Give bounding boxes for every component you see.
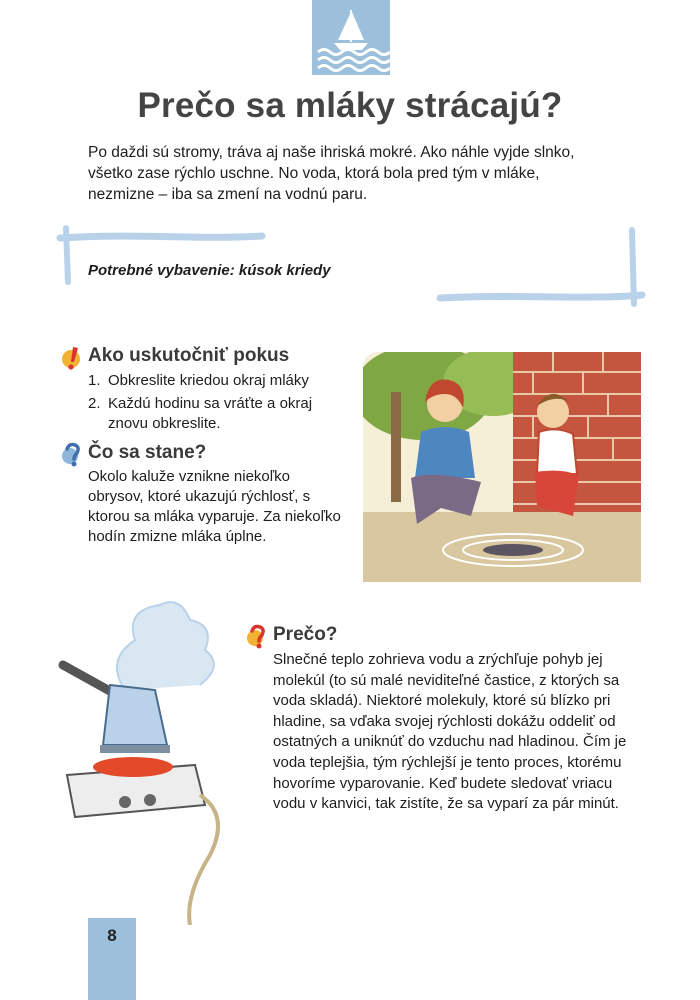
question-icon bbox=[62, 442, 82, 468]
kids-chalk-puddle-illustration bbox=[363, 352, 641, 582]
step-number: 2. bbox=[88, 395, 101, 412]
step-text: Obkreslite kriedou okraj mláky bbox=[108, 372, 309, 389]
step-text: Každú hodinu sa vráťte a okraj znovu obkreslite. bbox=[108, 395, 313, 432]
step-number: 1. bbox=[88, 372, 101, 389]
equipment-value: kúsok kriedy bbox=[238, 262, 331, 279]
why-heading: Prečo? bbox=[273, 624, 338, 645]
question-icon bbox=[247, 624, 267, 650]
page-title: Prečo sa mláky strácajú? bbox=[137, 86, 563, 125]
equipment-line bbox=[88, 262, 331, 279]
intro-paragraph: Po daždi sú stromy, tráva aj naše ihriská mokré. Ako náhle vyjde slnko, všetko zase rýchlo uschne. No voda, ktorá bola pred tým v mláke, nezmizne – iba sa zmení na vodnú paru. bbox=[88, 144, 575, 203]
equipment-label: Potrebné vybavenie: bbox=[88, 262, 235, 279]
result-heading: Čo sa stane? bbox=[88, 442, 207, 463]
procedure-heading: Ako uskutočniť pokus bbox=[88, 345, 290, 366]
procedure-steps bbox=[88, 371, 348, 437]
exclamation-icon bbox=[62, 345, 82, 371]
result-text: Okolo kaluže vznikne niekoľko obrysov, ktoré ukazujú rýchlosť, s ktorou sa mláka vyparuje. Za niekoľko hodín zmizne mláka úplne. bbox=[88, 468, 341, 545]
why-text: Slnečné teplo zohrieva vodu a zrýchľuje pohyb jej molekúl (to sú malé neviditeľné častice, z ktorých sa voda skladá). Niektoré molekuly, ktoré sú blízko pri hladine, sa vďaka svojej rýchlosti dokážu oddeliť od ostatných a uniknúť do vzduchu nad hladinou. Čím je voda teplejšia, tým rýchlejší je tento proces, ktorému hovoríme vyparovanie. Keď budete sledovať vriacu vodu v kanvici, tak zistíte, že sa vyparí za pár minút. bbox=[273, 651, 627, 813]
list-item bbox=[88, 371, 348, 391]
boiling-kettle-illustration bbox=[55, 595, 230, 925]
page-number: 8 bbox=[107, 926, 117, 945]
list-item bbox=[88, 394, 348, 434]
